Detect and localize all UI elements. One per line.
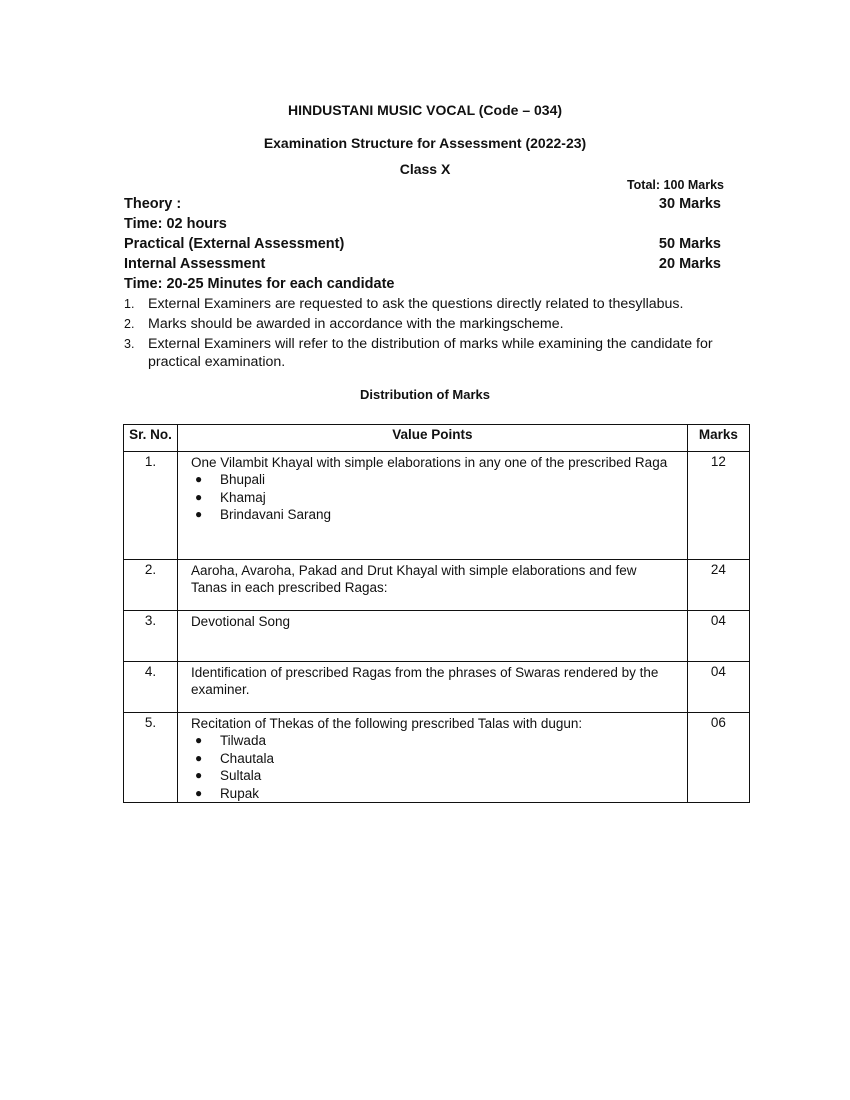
cell-marks: 06 — [687, 713, 749, 803]
item-text: Bhupali — [219, 472, 265, 487]
total-marks: Total: 100 Marks — [626, 178, 724, 192]
item-text: Sultala — [219, 768, 262, 783]
row-value: 50 Marks — [658, 236, 721, 252]
practical-time-row — [124, 276, 721, 292]
header-marks: Marks — [687, 425, 749, 452]
cell-sr-no: 4. — [124, 662, 178, 713]
item-text: Brindavani Sarang — [219, 507, 332, 522]
cell-marks: 04 — [687, 662, 749, 713]
list-item — [191, 750, 675, 768]
instructions-list — [124, 295, 724, 373]
cell-value-points — [177, 713, 687, 803]
row-value: 30 Marks — [658, 196, 721, 212]
bullet-icon: ● — [194, 785, 203, 800]
bullet-icon: ● — [194, 489, 203, 504]
bullet-icon: ● — [194, 507, 203, 521]
internal-assessment-row — [124, 256, 721, 272]
item-text: Khamaj — [219, 489, 266, 505]
theory-row — [124, 196, 721, 212]
tala-list — [191, 732, 675, 802]
value-point-text: One Vilambit Khayal with simple elaborations in any one of the prescribed Raga — [190, 455, 668, 470]
cell-marks: 04 — [687, 611, 749, 662]
cell-value-points: Identification of prescribed Ragas from the phrases of Swaras rendered by the examiner. — [177, 662, 687, 713]
distribution-heading: Distribution of Marks — [359, 387, 490, 402]
item-text: Tilwada — [219, 733, 266, 748]
table-row — [124, 452, 750, 560]
practical-row — [124, 236, 721, 252]
cell-value-points — [177, 452, 687, 560]
table-row — [124, 662, 750, 713]
table-row — [124, 611, 750, 662]
list-item — [191, 767, 675, 785]
item-text: Chautala — [219, 750, 274, 766]
document-title: HINDUSTANI MUSIC VOCAL (Code – 034) — [287, 102, 563, 118]
row-label: Practical (External Assessment) — [124, 236, 345, 252]
row-label: Time: 20-25 Minutes for each candidate — [124, 276, 395, 292]
raga-list — [191, 471, 675, 524]
cell-sr-no: 5. — [124, 713, 178, 803]
instruction-text: Marks should be awarded in accordance with the markingscheme. — [148, 316, 564, 332]
cell-marks: 12 — [687, 452, 749, 560]
instruction-number: 3. — [124, 337, 135, 351]
theory-time-row — [124, 216, 721, 232]
row-label: Internal Assessment — [124, 256, 266, 272]
cell-marks: 24 — [687, 560, 749, 611]
instruction-number: 2. — [124, 317, 135, 331]
instruction-item — [124, 295, 724, 313]
header-value-points: Value Points — [177, 425, 687, 452]
cell-value-points: Aaroha, Avaroha, Pakad and Drut Khayal with simple elaborations and few Tanas in each prescribed Ragas: — [177, 560, 687, 611]
table-row — [124, 713, 750, 803]
class-label: Class X — [399, 161, 451, 177]
instruction-item — [124, 335, 724, 371]
cell-value-points: Devotional Song — [177, 611, 687, 662]
list-item — [191, 471, 675, 489]
table-row — [124, 560, 750, 611]
row-label: Time: 02 hours — [124, 216, 227, 232]
document-subtitle: Examination Structure for Assessment (2022-23) — [263, 135, 587, 151]
cell-sr-no: 1. — [124, 452, 178, 560]
marks-table — [123, 424, 750, 803]
instruction-text: External Examiners will refer to the distribution of marks while examining the candidate for practical examination. — [148, 336, 713, 370]
cell-sr-no: 2. — [124, 560, 178, 611]
bullet-icon: ● — [194, 733, 203, 747]
instruction-item — [124, 315, 724, 333]
cell-sr-no: 3. — [124, 611, 178, 662]
row-label: Theory : — [124, 196, 182, 212]
header-sr-no: Sr. No. — [124, 425, 178, 452]
item-text: Rupak — [219, 785, 259, 801]
bullet-icon: ● — [194, 750, 203, 765]
table-header-row — [124, 425, 750, 452]
value-point-text: Recitation of Thekas of the following prescribed Talas with dugun: — [190, 716, 583, 731]
bullet-icon: ● — [194, 768, 203, 782]
instruction-number: 1. — [124, 297, 135, 311]
list-item — [191, 785, 675, 803]
row-value: 20 Marks — [658, 256, 721, 272]
list-item — [191, 732, 675, 750]
instruction-text: External Examiners are requested to ask the questions directly related to thesyllabus. — [148, 296, 684, 312]
list-item — [191, 489, 675, 507]
bullet-icon: ● — [194, 472, 203, 486]
list-item — [191, 506, 675, 524]
